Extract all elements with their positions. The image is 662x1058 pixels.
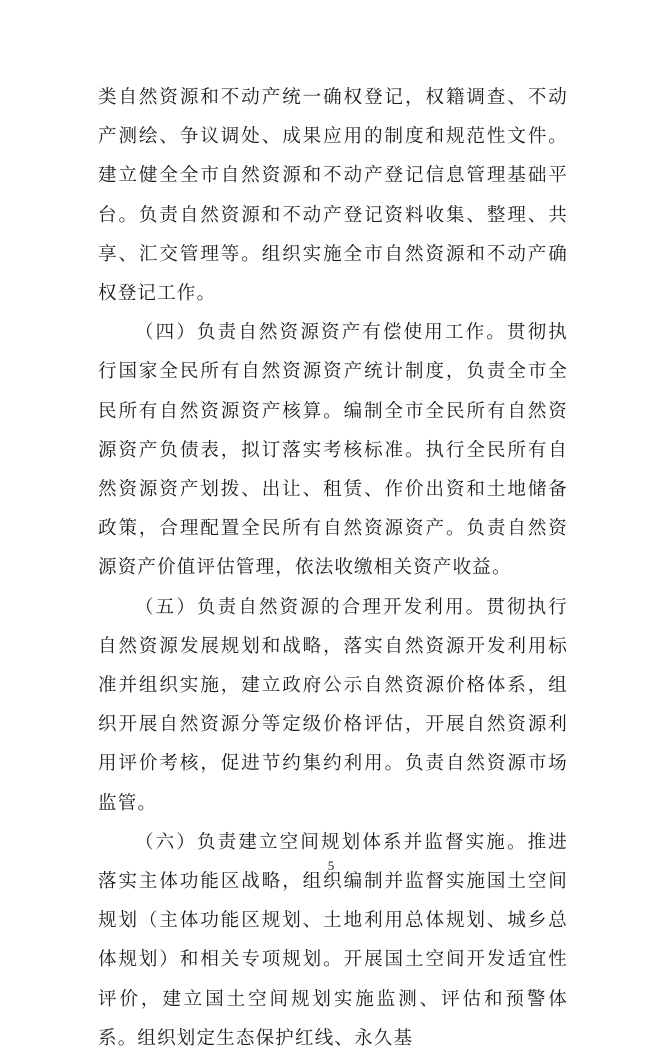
paragraph-item-5-development: （五）负责自然资源的合理开发利用。贯彻执行自然资源发展规划和战略，落实自然资源开发利用标准并组织实施，建立政府公示自然资源价格体系，组织开展自然资源分等定级价格评估，开展自然资源利用评价考核，促进节约集约利用。负责自然资源市场监管。 (98, 596, 568, 814)
body-text (98, 78, 568, 1058)
paragraph-item-6-spatial-planning: （六）负责建立空间规划体系并监督实施。推进落实主体功能区战略，组织编制并监督实施国土空间规划（主体功能区规划、土地利用总体规划、城乡总体规划）和相关专项规划。开展国土空间开发适宜性评价，建立国土空间规划实施监测、评估和预警体系。组织划定生态保护红线、永久基 (98, 831, 568, 1049)
paragraph-registration: 类自然资源和不动产统一确权登记，权籍调查、不动产测绘、争议调处、成果应用的制度和规范性文件。建立健全全市自然资源和不动产登记信息管理基础平台。负责自然资源和不动产登记资料收集、整理、共享、汇交管理等。组织实施全市自然资源和不动产确权登记工作。 (98, 87, 568, 305)
paragraph-item-4-asset-use: （四）负责自然资源资产有偿使用工作。贯彻执行国家全民所有自然资源资产统计制度，负责全市全民所有自然资源资产核算。编制全市全民所有自然资源资产负债表，拟订落实考核标准。执行全民所有自然资源资产划拨、出让、租赁、作价出资和土地储备政策，合理配置全民所有自然资源资产。负责自然资源资产价值评估管理，依法收缴相关资产收益。 (98, 322, 568, 579)
page-number: 5 (327, 858, 335, 873)
